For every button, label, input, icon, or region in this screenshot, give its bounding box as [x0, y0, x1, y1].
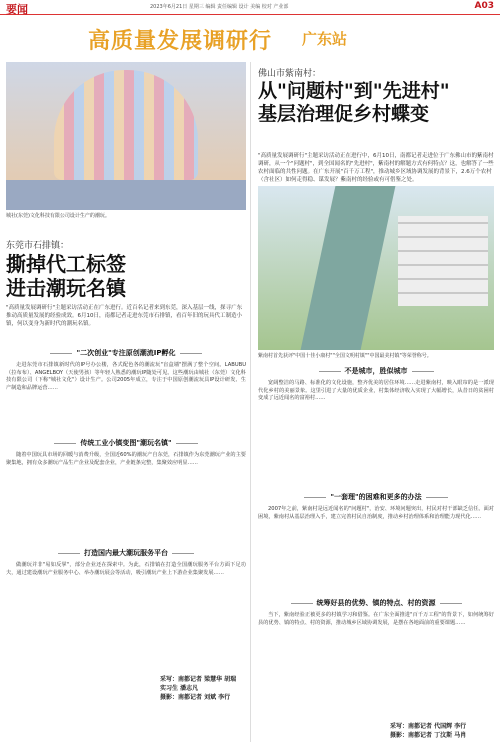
credit-line: 摄影：南都记者 刘斌 李行	[160, 694, 231, 701]
credit-line: 摄影：南都记者 丁汶斯 马肖	[390, 732, 467, 739]
subhead-left-3	[6, 548, 246, 558]
photo-caption-right: 紫南村首先获评"中国十佳小康村""全国文明村镇""中国最美村镇"等荣誉称号。	[258, 353, 432, 359]
headline-right-line1: 从"问题村"到"先进村"	[258, 80, 450, 102]
page-header	[0, 0, 500, 15]
headline-left-line1: 撕掉代工标签	[6, 252, 126, 276]
credits-left	[160, 675, 236, 702]
lede-right: "高质量发展调研行"主题采访活动正在进行中，6月10日，南都记者走进位于广东佛山市的紫南村调研，从一个"问题村"，到全国闻名的"先进村"，紫南村的解题方式有何特点？这，也解答了一些农村面临的共性问题。在广东开展"百千万工程"，推动城乡区域协调发展的背景下，2.6万个农村（含社区）如何走得稳、谋发展？紫南村的经验或有可借鉴之处。	[258, 153, 494, 183]
page-number: A03	[474, 1, 494, 11]
body-right-3: 当下，紫南经验正被更多的村镇学习和借鉴。在广东全面推进"百千万工程"的背景下，如何统筹好县的优势、镇的特点、村的资源，推动城乡区域协调发展，是摆在各地面前的重要课题……	[258, 612, 494, 626]
column-divider	[250, 62, 251, 742]
subhead-right-3-text: 统筹好县的优势、镇的特点、村的资源	[316, 599, 436, 607]
banner-title: 高质量发展调研行	[88, 29, 273, 54]
kicker-right: 佛山市紫南村：	[258, 69, 322, 79]
header-info: 2023年6月21日 星期三 编辑 责任编辑 设计 美编 校对 产业部	[150, 4, 289, 10]
credit-line: 采写：南都记者 代国辉 李行	[390, 723, 467, 730]
toy-display-photo	[6, 62, 246, 210]
subhead-left-3-text: 打造国内最大潮玩服务平台	[84, 549, 168, 557]
subhead-right-1	[258, 366, 494, 376]
body-right-1: 宽阔整洁的马路、标准化的文化设施，整齐优美的居住环境……走进紫南村，映入眼帘的是一派现代化乡村的美丽景象。这里引进了大量的优质企业，村集体经济收入实现了大幅增长，从昔日的贫困村变成了远近闻名的富裕村……	[258, 380, 494, 402]
credit-line: 采写：南都记者 梁慧华 胡瑞	[160, 676, 237, 683]
subhead-left-1	[6, 348, 246, 358]
kicker-left: 东莞市石排镇：	[6, 241, 70, 251]
village-aerial-photo	[258, 186, 494, 350]
river-graphic	[301, 186, 396, 350]
headline-right	[258, 80, 494, 126]
banner-region: 广东站	[302, 30, 348, 48]
subhead-left-2	[6, 438, 246, 448]
houses-graphic	[398, 216, 488, 306]
toy-shelf-graphic	[54, 70, 198, 180]
headline-right-line2: 基层治理促乡村蝶变	[258, 103, 430, 125]
subhead-right-1-text: 不是城市，胜似城市	[344, 367, 408, 375]
headline-left-line2: 进击潮玩名镇	[6, 276, 126, 300]
body-left-2: 随着中国玩具市场的回暖与消费升级，全国近60%的潮玩产自东莞，石排镇作为东莞潮玩产业的主要聚集地，拥有众多潮玩产品生产企业及配套企业，产业链条完整，集聚效应明显……	[6, 452, 246, 466]
body-right-2: 2007年之前，紫南村是远近闻名的"问题村"，治安、环境问题突出，村民对村干部缺乏信任。面对困境，紫南村从基层治理入手，建立完善村民自治制度，推动乡村治理体系和治理能力现代化……	[258, 506, 494, 520]
headline-left	[6, 252, 126, 300]
subhead-right-3	[258, 598, 494, 608]
subhead-left-2-text: 传统工业小镇变图"潮玩名镇"	[80, 439, 172, 447]
credit-line: 实习生 潘志凡	[160, 685, 199, 692]
lede-left: "高质量发展调研行"主题采访活动正在广东进行。近百名记者来到东莞，深入基层一线，探寻广东推动高质量发展的经验成效。6月10日，南都记者走进东莞市石排镇，看百年旧的玩具代工制造小镇，何以变身为新时代的潮玩名镇。	[6, 305, 243, 327]
body-left-1: 走进东莞市石排镇新时代的IP号办公楼，各式配色各的潮流玩"盲盒墙"摆满了整个空间。LABUBU（拉布布）、ANGELBOY（天使男孩）等年轻人熟悉的潮玩IP随处可见。这些潮玩由城社（东莞）文化科技有限公司（下称"城社文化"）设计生产。公司2005年成立，专注于中国原创潮流玩具IP设计研发、生产制造和品牌运营……	[6, 362, 246, 391]
subhead-right-2	[258, 492, 494, 502]
floor-graphic	[6, 180, 246, 210]
subhead-left-1-text: "二次创业"专注原创潮流IP孵化	[76, 349, 176, 357]
body-left-3: 做潮玩并非"易如反掌"，部分企业还在探索中。为此，石排镇在打造全国潮玩服务平台方面下足功夫，通过建设潮玩产业服务中心、举办潮玩展会等活动，吸引潮玩产业上下游企业集聚发展……	[6, 562, 246, 576]
credits-right	[390, 722, 466, 740]
photo-caption-left: 城社(东莞)文化科技有限公司设计生产的潮玩。	[6, 213, 110, 219]
section-tag: 要闻	[6, 3, 28, 16]
banner	[0, 16, 500, 60]
subhead-right-2-text: "一套理"的困难和更多的办法	[330, 493, 422, 501]
